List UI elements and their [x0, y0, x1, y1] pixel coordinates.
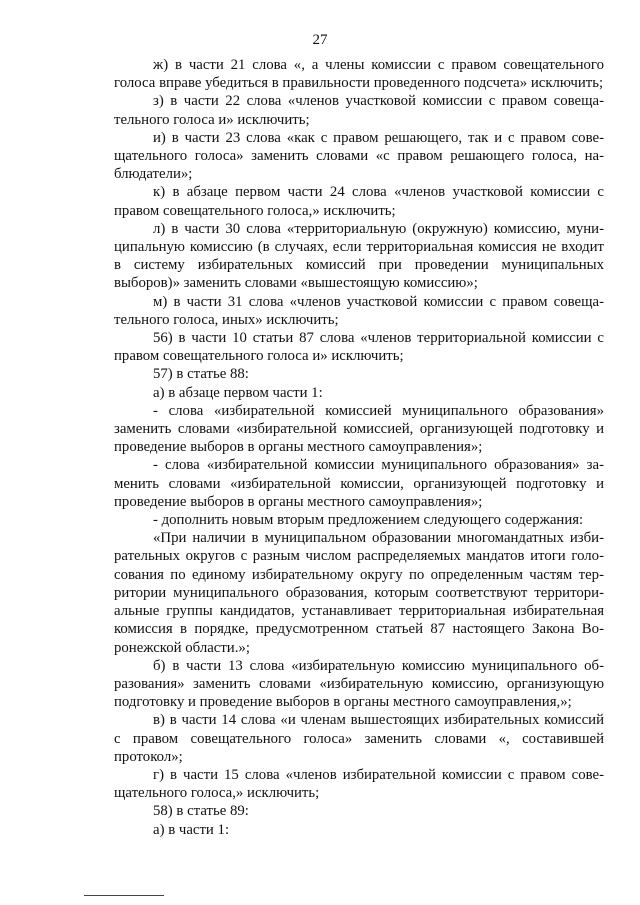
paragraph: м) в части 31 слова «членов участковой комиссии с правом совещательного голоса, иных» исключить; [114, 293, 604, 328]
paragraph: «При наличии в муниципальном образовании многомандатных избирательных округов с разным числом распределяемых мандатов итоги голосования по единому избирательному округу по определенным частям территории муниципального образования, которым соответствуют территориальные группы кандидатов, устанавливает территориальная избирательная комиссия в порядке, предусмотренном статьей 87 настоящего Закона Воронежской области.»; [114, 530, 604, 656]
paragraph: г) в части 15 слова «членов избирательной комиссии с правом совещательного голоса,» исключить; [114, 766, 604, 802]
paragraph: и) в части 23 слова «как с правом решающего, так и с правом совещательного голоса» заменить словами «с правом решающего голоса, наблюдатели»; [114, 129, 604, 183]
paragraph: - слова «избирательной комиссии муниципального образования» заменить словами «избирательной комиссии, организующей подготовку и проведение выборов в органы местного самоуправления»; [114, 457, 604, 510]
footer-rule [84, 895, 164, 896]
paragraph: к) в абзаце первом части 24 слова «членов участковой комиссии с правом совещательного голоса,» исключить; [114, 184, 604, 219]
paragraph: з) в части 22 слова «членов участковой комиссии с правом совещательного голоса и» исключить; [114, 93, 604, 128]
document-body [114, 56, 604, 839]
page-number: 27 [312, 32, 328, 48]
paragraph: 56) в части 10 статьи 87 слова «членов территориальной комиссии с правом совещательного голоса и» исключить; [114, 330, 604, 365]
paragraph: б) в части 13 слова «избирательную комиссию муниципального образования» заменить словами «избирательную комиссию, организующую подготовку и проведение выборов в органы местного самоуправления,»; [114, 657, 604, 711]
paragraph: - слова «избирательной комиссией муниципального образования» заменить словами «избирательной комиссией, организующей подготовку и проведение выборов в органы местного самоуправления»; [114, 402, 604, 456]
paragraph: л) в части 30 слова «территориальную (окружную) комиссию, муниципальную комиссию (в случаях, если территориальная комиссия не входит в систему избирательных комиссий при проведении муниципальных выборов)» заменить словами «вышестоящую комиссию»; [114, 220, 604, 292]
paragraph: в) в части 14 слова «и членам вышестоящих избирательных комиссий с правом совещательного голоса» заменить словами «, составившей протокол»; [114, 712, 604, 765]
paragraph: ж) в части 21 слова «, а члены комиссии с правом совещательного голоса вправе убедиться в правильности проведенного подсчета» исключить; [114, 57, 604, 92]
paragraph: а) в части 1: [153, 821, 230, 838]
paragraph: 58) в статье 89: [153, 803, 249, 820]
paragraph: - дополнить новым вторым предложением следующего содержания: [153, 512, 584, 529]
paragraph: а) в абзаце первом части 1: [153, 384, 323, 401]
paragraph: 57) в статье 88: [153, 366, 249, 383]
